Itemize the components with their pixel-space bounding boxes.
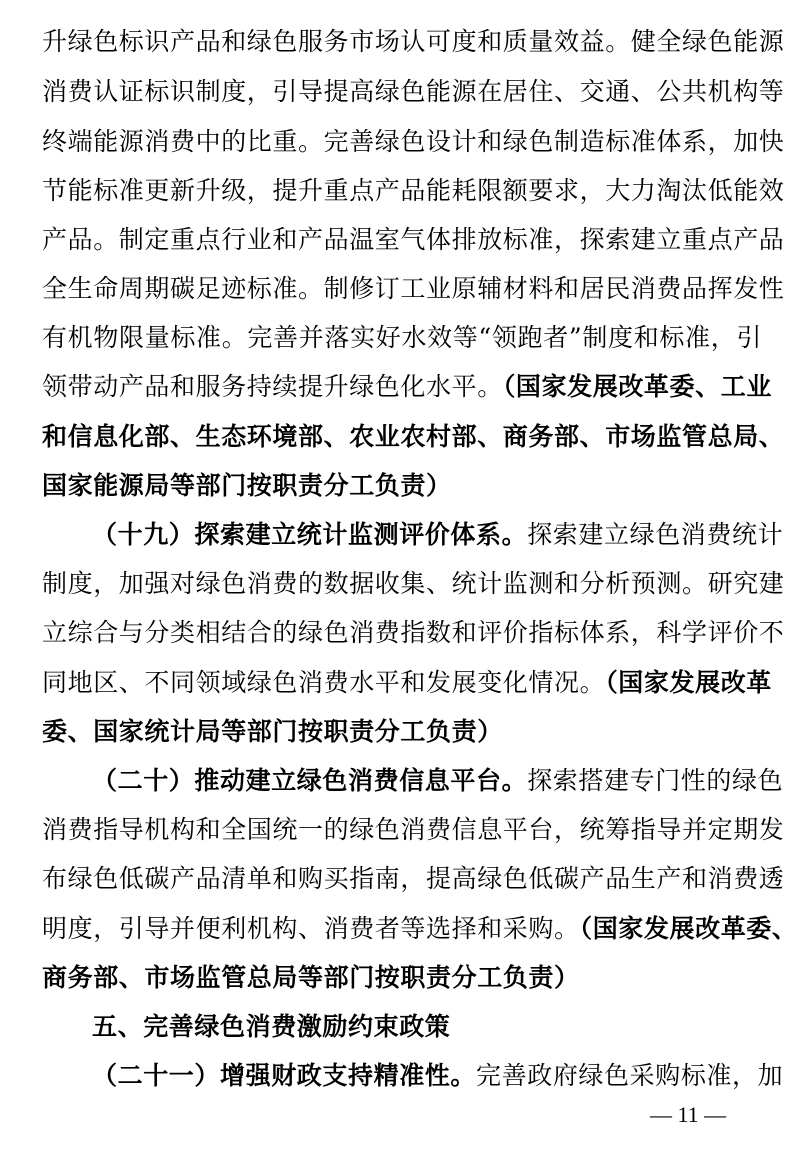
text-line: 消费认证标识制度，引导提高绿色能源在居住、交通、公共机构等 [42,77,785,106]
text-line: 立综合与分类相结合的绿色消费指数和评价指标体系，科学评价不 [42,618,785,647]
paragraph-first-line [92,1056,784,1096]
text-line [42,909,798,949]
section-heading: 五、完善绿色消费激励约束政策 [92,1012,451,1041]
text-run: 探索建立绿色消费统计 [527,520,784,549]
text-line: 布绿色低碳产品清单和购买指南，提高绿色低碳产品生产和消费透 [42,864,785,893]
text-run: 探索搭建专门性的绿色 [527,766,784,795]
responsible-departments: 国家能源局等部门按职责分工负责） [42,471,452,500]
responsible-departments: （国家发展改革委、工业 [502,372,772,401]
page-number: — 11 — [650,1102,727,1127]
item-title: （二十）推动建立绿色消费信息平台。 [92,766,528,795]
text-line: 有机物限量标准。完善并落实好水效等“领跑者”制度和标准，引 [42,323,762,352]
paragraph-first-line [92,761,784,801]
text-line [42,663,772,703]
responsible-departments: 商务部、市场监管总局等部门按职责分工负责） [42,963,580,992]
text-run: 领带动产品和服务持续提升绿色化水平。 [42,372,503,401]
text-line: 产品。制定重点行业和产品温室气体排放标准，探索建立重点产品 [42,225,785,254]
text-run: 明度，引导并便利机构、消费者等选择和采购。 [42,914,580,943]
text-run: 同地区、不同领域绿色消费水平和发展变化情况。 [42,668,606,697]
responsible-departments: 和信息化部、生态环境部、农业农村部、商务部、市场监管总局、 [42,422,785,451]
responsible-departments: （国家发展改革 [605,668,772,697]
text-line [42,367,772,407]
text-line: 终端能源消费中的比重。完善绿色设计和绿色制造标准体系，加快 [42,127,785,156]
text-line: 节能标准更新升级，提升重点产品能耗限额要求，大力淘汰低能效 [42,176,785,205]
paragraph-first-line [92,515,784,555]
text-line: 全生命周期碳足迹标准。制修订工业原辅材料和居民消费品挥发性 [42,274,785,303]
responsible-departments: 委、国家统计局等部门按职责分工负责） [42,717,503,746]
text-line: 消费指导机构和全国统一的绿色消费信息平台，统筹指导并定期发 [42,815,785,844]
text-line: 升绿色标识产品和绿色服务市场认可度和质量效益。健全绿色能源 [42,27,785,56]
responsible-departments: （国家发展改革委、 [579,914,798,943]
text-run: 完善政府绿色采购标准，加 [476,1061,784,1090]
text-line: 制度，加强对绿色消费的数据收集、统计监测和分析预测。研究建 [42,569,785,598]
item-title: （二十一）增强财政支持精准性。 [92,1061,477,1090]
item-title: （十九）探索建立统计监测评价体系。 [92,520,528,549]
